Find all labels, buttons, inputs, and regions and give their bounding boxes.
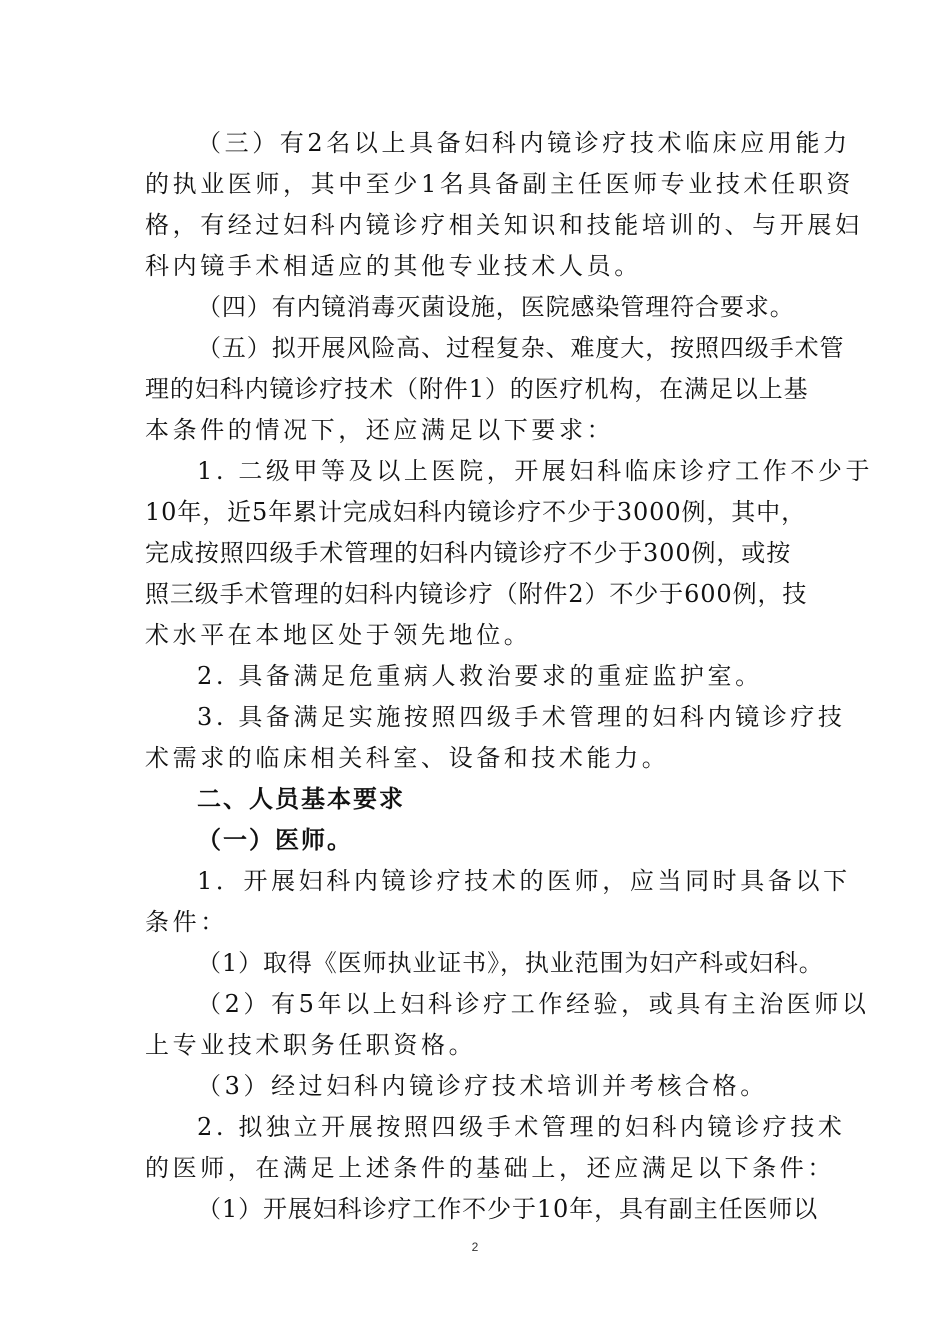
paragraph-3 <box>145 123 863 287</box>
text-line: 的执业医师，其中至少1名具备副主任医师专业技术任职资 <box>145 170 854 198</box>
text-line: （1）开展妇科诊疗工作不少于10年，具有副主任医师以 <box>197 1195 819 1223</box>
text-line: 1．开展妇科内镜诊疗技术的医师，应当同时具备以下 <box>197 867 851 895</box>
text-line: （3）经过妇科内镜诊疗技术培训并考核合格。 <box>197 1072 768 1100</box>
paragraph-5 <box>145 328 845 451</box>
text-line: 照三级手术管理的妇科内镜诊疗（附件2）不少于600例，技 <box>145 580 808 608</box>
requirement-2 <box>145 656 811 697</box>
text-line: （三）有2名以上具备妇科内镜诊疗技术临床应用能力 <box>197 129 851 157</box>
text-line: （1）取得《医师执业证书》，执业范围为妇产科或妇科。 <box>197 949 824 977</box>
text-line: 完成按照四级手术管理的妇科内镜诊疗不少于300例，或按 <box>145 539 792 567</box>
doctor-requirement-2 <box>145 1107 846 1189</box>
text-line: （四）有内镜消毒灭菌设施，医院感染管理符合要求。 <box>197 293 795 321</box>
section-heading: 二、人员基本要求 <box>197 785 405 813</box>
text-line: 的医师，在满足上述条件的基础上，还应满足以下条件： <box>145 1154 835 1182</box>
requirement-3 <box>145 697 846 779</box>
text-line: 本条件的情况下，还应满足以下要求： <box>145 416 615 444</box>
text-line: 10年，近5年累计完成妇科内镜诊疗不少于3000例，其中， <box>145 498 806 526</box>
text-line: 格，有经过妇科内镜诊疗相关知识和技能培训的、与开展妇 <box>145 211 863 239</box>
document-page <box>145 123 874 1230</box>
advanced-condition-1 <box>145 1189 819 1230</box>
text-line: （五）拟开展风险高、过程复杂、难度大，按照四级手术管 <box>197 334 845 362</box>
text-line: 术需求的临床相关科室、设备和技术能力。 <box>145 744 670 772</box>
page-number: 2 <box>471 1240 479 1254</box>
condition-3 <box>145 1066 811 1107</box>
text-line: 术水平在本地区处于领先地位。 <box>145 621 532 649</box>
text-line: （2）有5年以上妇科诊疗工作经验，或具有主治医师以 <box>197 990 870 1018</box>
text-line: 2. 具备满足危重病人救治要求的重症监护室。 <box>197 662 763 690</box>
text-line: 条件： <box>145 908 228 936</box>
text-line: 理的妇科内镜诊疗技术（附件1）的医疗机构，在满足以上基 <box>145 375 809 403</box>
subsection-heading: （一）医师。 <box>197 826 353 854</box>
requirement-1 <box>145 451 874 656</box>
condition-2 <box>145 984 870 1066</box>
doctor-requirement-1 <box>145 861 851 943</box>
text-line: 科内镜手术相适应的其他专业技术人员。 <box>145 252 642 280</box>
text-line: 2. 拟独立开展按照四级手术管理的妇科内镜诊疗技术 <box>197 1113 846 1141</box>
text-line: 1. 二级甲等及以上医院，开展妇科临床诊疗工作不少于 <box>197 457 874 485</box>
text-line: 3. 具备满足实施按照四级手术管理的妇科内镜诊疗技 <box>197 703 846 731</box>
condition-1 <box>145 943 824 984</box>
text-line: 上专业技术职务任职资格。 <box>145 1031 477 1059</box>
paragraph-4 <box>145 287 811 328</box>
